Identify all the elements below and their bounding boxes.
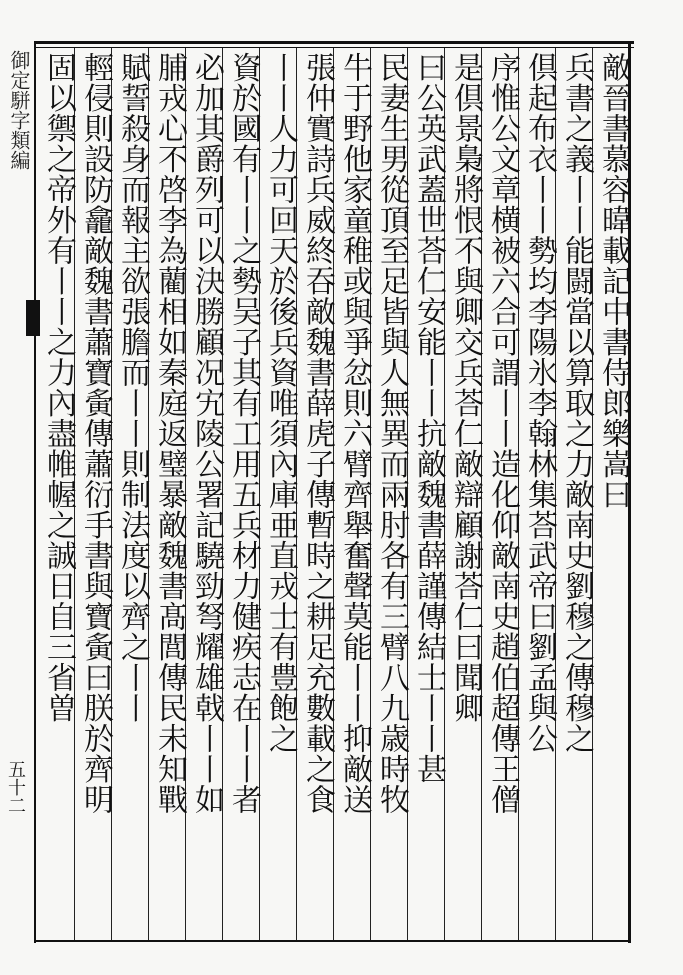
text-column-10: 丨丨人力可回天於後兵資唯須內庫亜直戎士有豊飽之 xyxy=(263,52,298,754)
text-column-3: 倶起布衣丨丨勢均李陽氷李翰林集荅武帝曰劉孟與公 xyxy=(522,52,557,754)
text-column-6: 曰公英武蓋世荅仁安能丨丨抗敵魏書薛謹傳結士丨丨甚 xyxy=(411,52,446,784)
frame-bottom-border xyxy=(34,940,631,942)
folio-number: 五十二 xyxy=(5,760,26,814)
margin-title: 御定駢字類編 xyxy=(7,50,31,170)
text-column-5: 是倶景梟將恨不與卿交兵荅仁敵辯顧謝荅仁曰聞卿 xyxy=(448,52,483,723)
text-column-4: 序惟公文章横被六合可謂丨丨造化仰敵南史趙伯超傳王僧 xyxy=(485,52,520,815)
text-column-8: 牛于野他家童稚或與爭忿則六臂齊舉奮聲莫能丨丨抑敵送 xyxy=(337,52,372,815)
frame-top-border xyxy=(36,41,634,44)
text-column-7: 民妻生男從頂至足皆與人無異而兩肘各有三臂八九歳時牧 xyxy=(374,52,409,815)
frame-left-border xyxy=(34,41,36,943)
text-column-11: 資於國有丨丨之勢吴子其有工用五兵材力健疾志在丨丨者 xyxy=(226,52,261,815)
text-column-15: 輕侵則設防龕敵魏書蕭寶夤傳蕭衍手書與寶夤曰朕於齊明 xyxy=(78,52,113,815)
text-column-1: 敵晉書慕容暐載記中書侍郎樂嵩曰 xyxy=(596,52,631,510)
frame-top-border-inner xyxy=(36,47,634,48)
text-column-16: 固以禦之帝外有丨丨之力內盡帷幄之誠日自三省曽 xyxy=(41,52,76,723)
text-column-9: 張仲實詩兵威終吞敵魏書薛虎子傳暫時之耕足充數載之食 xyxy=(300,52,335,815)
text-column-13: 脯戎心不啓李為藺相如秦庭返璧暴敵魏書髙閭傳民未知戰 xyxy=(152,52,187,815)
text-column-12: 必加其爵列可以決勝顧况宄陵公署記驍勁弩耀雄戟丨丨如 xyxy=(189,52,224,815)
text-column-2: 兵書之義丨丨能闘當以算取之力敵南史劉穆之傳穆之 xyxy=(559,52,594,754)
text-column-14: 賦誓殺身而報主欲張膽而丨丨則制法度以齊之丨丨 xyxy=(115,52,150,723)
